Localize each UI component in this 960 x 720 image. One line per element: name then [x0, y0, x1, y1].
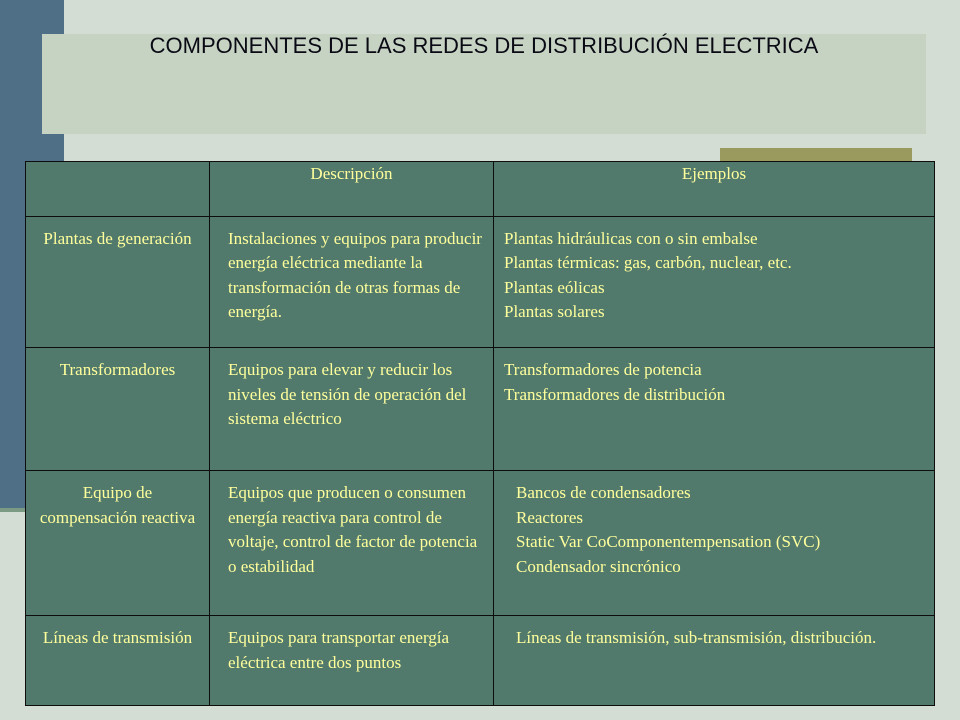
component-name: Plantas de generación	[43, 228, 192, 248]
example-item: Plantas hidráulicas con o sin embalse	[504, 228, 758, 248]
component-name: Equipo de compensación reactiva	[39, 483, 196, 527]
component-cell	[26, 348, 210, 471]
example-item: Reactores	[516, 507, 584, 527]
example-item: Condensador sincrónico	[516, 556, 681, 576]
component-cell	[26, 471, 210, 616]
description-text: Equipos para transportar energía eléctrica entre dos puntos	[228, 628, 450, 672]
examples-cell	[494, 216, 935, 348]
description-text: Instalaciones y equipos para producir energía eléctrica mediante la transformación de otras formas de energía.	[228, 228, 482, 322]
description-cell	[210, 616, 494, 706]
table-row	[26, 616, 935, 706]
component-cell	[26, 616, 210, 706]
header-cell-descripcion: Descripción	[210, 162, 494, 217]
example-item: Líneas de transmisión, sub-transmisión, distribución.	[516, 628, 877, 648]
description-cell	[210, 348, 494, 471]
example-item: Plantas solares	[504, 302, 605, 322]
description-text: Equipos para elevar y reducir los niveles de tensión de operación del sistema eléctrico	[228, 360, 467, 429]
description-text: Equipos que producen o consumen energía reactiva para control de voltaje, control de factor de potencia o estabilidad	[228, 483, 478, 576]
components-table	[25, 161, 935, 706]
header-cell-ejemplos: Ejemplos	[494, 162, 935, 217]
example-item: Transformadores de potencia	[504, 360, 702, 380]
table-row	[26, 216, 935, 348]
table-row	[26, 471, 935, 616]
slide-title: COMPONENTES DE LAS REDES DE DISTRIBUCIÓN ELECTRICA	[149, 33, 819, 58]
description-cell	[210, 471, 494, 616]
header-cell-empty	[26, 162, 210, 217]
component-name: Transformadores	[59, 360, 176, 380]
examples-cell	[494, 348, 935, 471]
example-item: Static Var CoComponentempensation (SVC)	[516, 532, 821, 552]
example-item: Plantas térmicas: gas, carbón, nuclear, etc.	[504, 253, 792, 273]
table-header-row	[26, 162, 935, 217]
table-row	[26, 348, 935, 471]
example-item: Plantas eólicas	[504, 277, 605, 297]
description-cell	[210, 216, 494, 348]
component-cell	[26, 216, 210, 348]
example-item: Bancos de condensadores	[516, 483, 691, 503]
title-container	[42, 34, 926, 58]
component-name: Líneas de transmisión	[42, 628, 193, 648]
examples-cell	[494, 471, 935, 616]
example-item: Transformadores de distribución	[504, 384, 726, 404]
examples-cell	[494, 616, 935, 706]
